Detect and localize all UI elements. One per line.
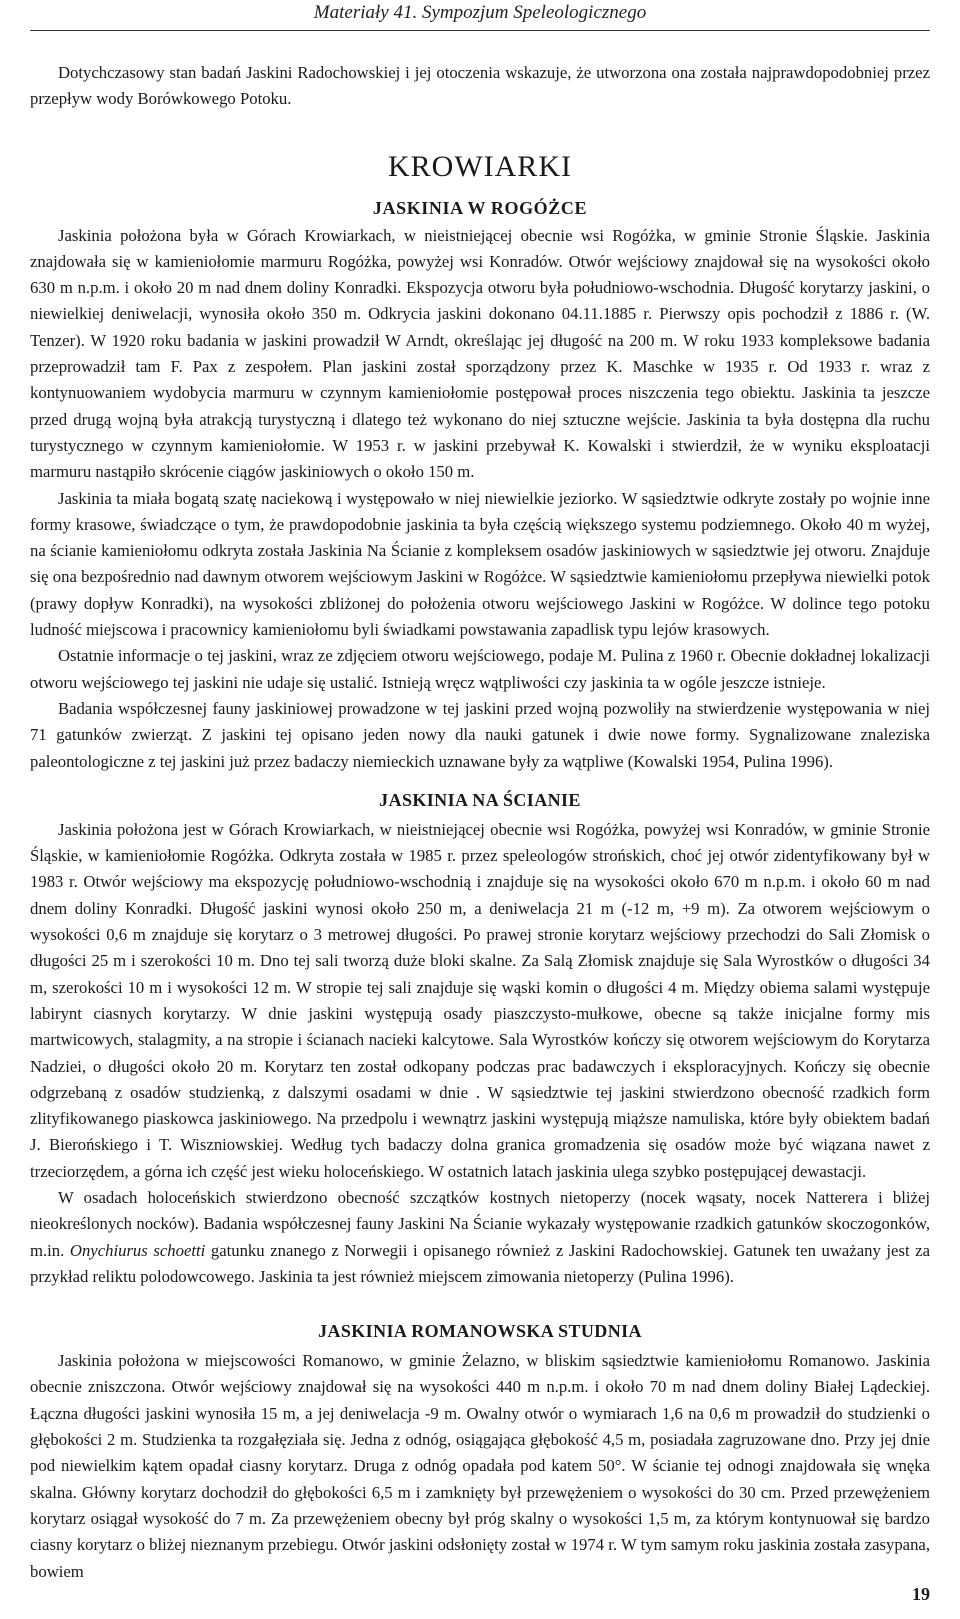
section-title-rogozka: JASKINIA W ROGÓŻCE [372,197,588,218]
running-header [30,0,930,31]
intro-paragraph: Dotychczasowy stan badań Jaskini Radochowskiej i jej otoczenia wskazuje, że utworzona ona została najprawdopodobniej przez przepływ wody Borówkowego Potoku. [30,63,930,109]
section-title-na-scianie: JASKINIA NA ŚCIANIE [379,789,581,810]
na-scianie-paragraph-1: Jaskinia położona jest w Górach Krowiarkach, w nieistniejącej obecnie wsi Rogóżka, powyżej wsi Konradów, w gminie Stronie Śląskie, w kamieniołomie Rogóżka. Odkryta została w 1985 r. przez speleologów strońskich, choć jej otwór zidentyfikowany był w 1983 r. Otwór wejściowy ma ekspozycję południowo-wschodnią i znajduje się na wysokości około 670 m n.p.m. i około 60 m nad dnem doliny Konradki. Długość jaskini wynosi około 250 m, a deniwelacja 21 m (-12 m, +9 m). Za otworem wejściowym o wysokości 0,6 m znajduje się korytarz o 3 metrowej długości. Po prawej stronie korytarz wejściowy przechodzi do Sali Złomisk o długości 25 m i szerokości 10 m. Dno tej sali tworzą duże bloki skalne. Za Salą Złomisk znajduje się Sala Wyrostków o długości 34 m, szerokości 10 m i wysokości 12 m. W stropie tej sali znajduje się wąski komin o długości 4 m. Między obiema salami występuje labirynt ciasnych korytarzy. W dnie jaskini występują osady piaszczysto-mułkowe, obecne są także inicjalne formy mis martwicowych, stalagmity, a na stropie i ścianach nacieki kalcytowe. Sala Wyrostków kończy się otworem wejściowym do Korytarza Nadziei, o długości około 20 m. Korytarz ten został odkopany podczas prac badawczych i eksploracyjnych. Kończy się obecnie odgrzebaną z osadów studzienką, z dalszymi osadami w dnie . W sąsiedztwie tej jaskini stwierdzono obecność rzadkich form zlityfikowanego piaskowca jaskiniowego. Na przedpolu i wewnątrz jaskini występują miąższe namuliska, które były obiektem badań J. Bierońskiego i T. Wiszniowskiej. Według tych badaczy dolna granica gromadzenia się osadów może być wiązana nawet z trzeciorzędem, a górna ich część jest wieku holoceńskiego. W ostatnich latach jaskinia ulega szybko postępującej dewastacji. [30,819,930,1181]
rogozka-paragraph-3: Ostatnie informacje o tej jaskini, wraz ze zdjęciem otworu wejściowego, podaje M. Pulina z 1960 r. Obecnie dokładnej lokalizacji otworu wejściowego tej jaskini nie udaje się ustalić. Istnieją wręcz wątpliwości czy jaskinia ta w ogóle jeszcze istnieje. [30,646,930,692]
na-scianie-paragraph-2-after: gatunku znanego z Norwegii i opisanego również z Jaskini Radochowskiej. Gatunek ten uważany jest za przykład reliktu polodowcowego. Jaskinia ta jest również miejscem zimowania nietoperzy (Pulina 1996). [30,1240,930,1286]
rogozka-paragraph-1: Jaskinia położona była w Górach Krowiarkach, w nieistniejącej obecnie wsi Rogóżka, w gminie Stronie Śląskie. Jaskinia znajdowała się w kamieniołomie marmuru Rogóżka, powyżej wsi Konradów. Otwór wejściowy znajdował się na wysokości około 630 m n.p.m. i około 20 m nad dnem doliny Konradki. Ekspozycja otworu była południowo-wschodnia. Długość korytarzy jaskini, o niewielkiej deniwelacji, wynosiła około 350 m. Odkrycia jaskini dokonano 04.11.1885 r. Pierwszy opis pochodził z 1886 r. (W. Tenzer). W 1920 roku badania w jaskini prowadził W Arndt, określając jej długość na 200 m. W roku 1933 kompleksowe badania przeprowadził tam F. Pax z zespołem. Plan jaskini został sporządzony przez K. Maschke w 1935 r. Od 1933 r. wraz z kontynuowaniem wydobycia marmuru w czynnym kamieniołomie postępował proces niszczenia tego obiektu. Jaskinia ta jeszcze przed drugą wojną była atrakcją turystyczną i dlatego też wykonano do niej sztuczne wejście. Jaskinia ta była dostępna dla ruchu turystycznego w czynnym kamieniołomie. W 1953 r. w jaskini przebywał K. Kowalski i stwierdził, że w wyniku eksploatacji marmuru nastąpiło skrócenie ciągów jaskiniowych o około 150 m. [30,225,930,482]
rogozka-paragraph-4: Badania współczesnej fauny jaskiniowej prowadzone w tej jaskini przed wojną pozwoliły na stwierdzenie występowania w niej 71 gatunków zwierząt. Z jaskini tej opisano jeden nowy dla nauki gatunek i dwie nowe formy. Sygnalizowane znaleziska paleontologiczne z tej jaskini już przez badaczy niemieckich uznawane były za wątpliwe (Kowalski 1954, Pulina 1996). [30,698,930,771]
section-title-romanowska: JASKINIA ROMANOWSKA STUDNIA [318,1321,642,1342]
species-name: Onychiurus schoetti [69,1240,206,1260]
running-header-title: Materiały 41. Sympozjum Speleologicznego [313,2,647,23]
document-page [30,0,930,1619]
page-number: 19 [912,1584,930,1604]
chapter-title: KROWIARKI [388,149,572,183]
na-scianie-paragraph-2 [30,1185,930,1290]
romanowska-paragraph-1: Jaskinia położona w miejscowości Romanowo, w gminie Żelazno, w bliskim sąsiedztwie kamieniołomu Romanowo. Jaskinia obecnie zniszczona. Otwór wejściowy znajdował się na wysokości 440 m n.p.m. i około 70 m nad dnem doliny Białej Lądeckiej. Łączna długości jaskini wynosiła 15 m, a jej deniwelacja -9 m. Owalny otwór o wymiarach 1,6 na 0,6 m prowadził do studzienki o głębokości 2 m. Studzienka ta rozgałęziała się. Jedna z odnóg, osiągająca głębokość 4,5 m, posiadała zagruzowane dno. Przy jej dnie pod niewielkim kątem opadał ciasny korytarz. Druga z odnóg opadała pod katem 50°. W ścianie tej odnogi znajdowała się wnęka skalna. Główny korytarz dochodził do głębokości 6,5 m i zamknięty był przewężeniem o wysokości do 30 cm. Przed przewężeniem korytarz osiągał wysokość do 7 m. Za przewężeniem obecny był próg skalny o wysokości 1,5 m, za którym kontynuował się bardzo ciasny korytarz o bliżej nieznanym przebiegu. Otwór jaskini odsłonięty został w 1974 r. W tym samym roku jaskinia została zasypana, bowiem [30,1351,930,1581]
rogozka-paragraph-2: Jaskinia ta miała bogatą szatę naciekową i występowało w niej niewielkie jeziorko. W sąsiedztwie odkryte zostały po wojnie inne formy krasowe, świadczące o tym, że prawdopodobnie jaskinia ta była częścią większego systemu podziemnego. Około 40 m wyżej, na ścianie kamieniołomu odkryta została Jaskinia Na Ścianie z kompleksem osadów jaskiniowych w sąsiedztwie jej otworu. Znajduje się ona bezpośrednio nad dawnym otworem wejściowym Jaskini w Rogóżce. W sąsiedztwie kamieniołomu przepływa niewielki potok (prawy dopływ Konradki), na wysokości zbliżonej do położenia otworu wejściowego Jaskini w Rogóżce. W dolince tego potoku ludność miejscowa i pracownicy kamieniołomu byli świadkami powstawania zapadlisk typu lejów krasowych. [30,488,930,640]
page-content [30,60,930,1585]
na-scianie-paragraph-2-before: W osadach holoceńskich stwierdzono obecność szczątków kostnych nietoperzy (nocek wąsaty, nocek Natterera i bliżej nieokreślonych nocków). Badania współczesnej fauny Jaskini Na Ścianie wykazały występowanie rzadkich gatunków skoczogonków, m.in. [30,1187,930,1260]
